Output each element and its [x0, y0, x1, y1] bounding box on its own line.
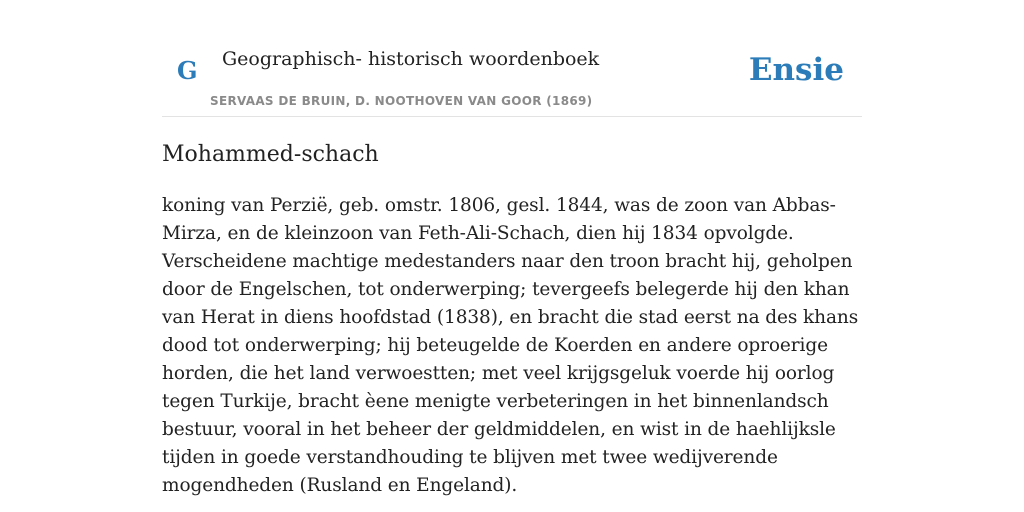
book-header — [162, 0, 862, 117]
ensie-logo[interactable]: Ensie — [748, 52, 844, 88]
entry-body: koning van Perzië, geb. omstr. 1806, gesl. 1844, was de zoon van Abbas-Mirza, en de kleinzoon van Feth-Ali-Schach, dien hij 1834 opvolgde. Verscheidene machtige medestanders naar den troon bracht hij, geholpen door de Engelschen, tot onderwerping; tevergeefs belegerde hij den khan van Herat in diens hoofdstad (1838), en bracht die stad eerst na des khans dood tot onderwerping; hij beteugelde de Koerden en andere oproerige horden, die het land verwoestten; met veel krijgsgeluk voerde hij oorlog tegen Turkije, bracht èene menigte verbeteringen in het binnenlandsch bestuur, vooral in het beheer der geldmiddelen, en wist in de haehlijksle tijden in goede verstandhouding te blijven met twee wedijverende mogendheden (Rusland en Engeland). — [162, 195, 859, 496]
book-logo-icon[interactable]: G — [177, 56, 198, 85]
book-title[interactable]: Geographisch- historisch woordenboek — [222, 48, 600, 70]
book-author: SERVAAS DE BRUIN, D. NOOTHOVEN VAN GOOR (1869) — [210, 94, 593, 108]
entry-title: Mohammed-schach — [162, 142, 379, 167]
